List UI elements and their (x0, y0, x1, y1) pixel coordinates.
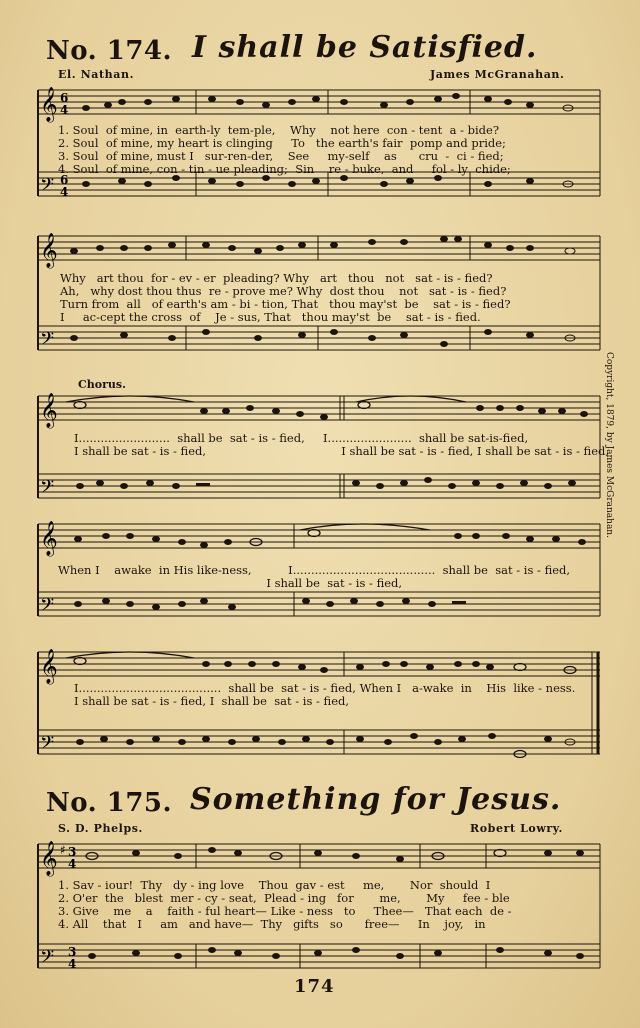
lyricist-credit: El. Nathan. (58, 68, 135, 81)
svg-text:6: 6 (60, 91, 69, 105)
hymn-title: Something for Jesus. (190, 782, 562, 817)
lyrics-line: Turn from all of earth's am - bi - tion, That thou may'st be sat - is - fied? (60, 297, 511, 311)
svg-text:4: 4 (68, 857, 77, 871)
svg-text:𝄢: 𝄢 (40, 947, 55, 972)
lyrics-line: Why art thou for - ev - er pleading? Why art thou not sat - is - fied? (60, 271, 493, 285)
lyrics-line: 2. Soul of mine, my heart is clinging To the earth's fair pomp and pride; (58, 136, 506, 150)
page-number: 174 (294, 976, 335, 997)
chorus-label: Chorus. (78, 378, 126, 391)
composer-credit: James McGranahan. (430, 68, 565, 81)
svg-text:𝄞: 𝄞 (40, 87, 58, 122)
svg-text:3: 3 (68, 845, 77, 859)
lyrics-line: I shall be sat - is - fied, (58, 576, 403, 590)
hymn-number: No. 174. (46, 36, 173, 66)
lyricist-credit: S. D. Phelps. (58, 822, 143, 835)
svg-text:3: 3 (68, 945, 77, 959)
lyrics-line: 1. Sav - iour! Thy dy - ing love Thou gav - est me, Nor should I (58, 878, 491, 892)
hymn-title: I shall be Satisfied. (192, 30, 538, 65)
svg-text:𝄢: 𝄢 (40, 329, 55, 354)
svg-text:𝄢: 𝄢 (40, 477, 55, 502)
lyrics-line: 3. Soul of mine, must I sur-ren-der, See my-self as cru - ci - fied; (58, 149, 504, 163)
svg-text:4: 4 (60, 103, 69, 117)
lyrics-line: I ac-cept the cross of Je - sus, That thou may'st be sat - is - fied. (60, 310, 481, 324)
svg-text:𝄢: 𝄢 (40, 595, 55, 620)
composer-credit: Robert Lowry. (470, 822, 563, 835)
copyright-notice: Copyright, 1879, by James McGranahan. (604, 352, 614, 538)
hymn-number: No. 175. (46, 788, 173, 818)
svg-text:𝄢: 𝄢 (40, 175, 55, 200)
svg-text:4: 4 (68, 957, 77, 971)
lyrics-line: When I awake in His like-ness, I....................................... shall be sat - is - fied, (58, 563, 571, 577)
lyrics-line: 4. Soul of mine, con - tin - ue pleading; Sin re - buke, and fol - ly chide; (58, 162, 511, 176)
lyrics-line: 1. Soul of mine, in earth-ly tem-ple, Why not here con - tent a - bide? (58, 123, 499, 137)
svg-text:𝄞: 𝄞 (40, 649, 58, 684)
svg-text:𝄢: 𝄢 (40, 733, 55, 758)
svg-text:𝄞: 𝄞 (40, 233, 58, 268)
svg-text:𝄞: 𝄞 (40, 393, 58, 428)
lyrics-line: 2. O'er the blest mer - cy - seat, Plead - ing for me, My fee - ble (58, 891, 510, 905)
lyrics-line: 4. All that I am and have— Thy gifts so free— In joy, in (58, 917, 486, 931)
svg-text:4: 4 (60, 185, 69, 199)
lyrics-line: Ah, why dost thou thus re - prove me? Why dost thou not sat - is - fied? (60, 284, 507, 298)
svg-text:♯: ♯ (60, 843, 66, 857)
lyrics-line: 3. Give me a faith - ful heart— Like - ness to Thee— That each de - (58, 904, 512, 918)
music-system-5 (0, 640, 640, 780)
lyrics-line: I shall be sat - is - fied, I shall be sat - is - fied, I shall be sat - is - fied, (74, 444, 610, 458)
lyrics-line: I shall be sat - is - fied, I shall be sat - is - fied, (74, 694, 350, 708)
lyrics-line: I....................................... shall be sat - is - fied, When I a-wake in His like - ness. (74, 681, 576, 695)
svg-text:6: 6 (60, 173, 69, 187)
svg-text:𝄞: 𝄞 (40, 841, 58, 876)
lyrics-line: I......................... shall be sat - is - fied, I....................... shall be sat-is-fied, (74, 431, 529, 445)
svg-text:𝄞: 𝄞 (40, 521, 58, 556)
